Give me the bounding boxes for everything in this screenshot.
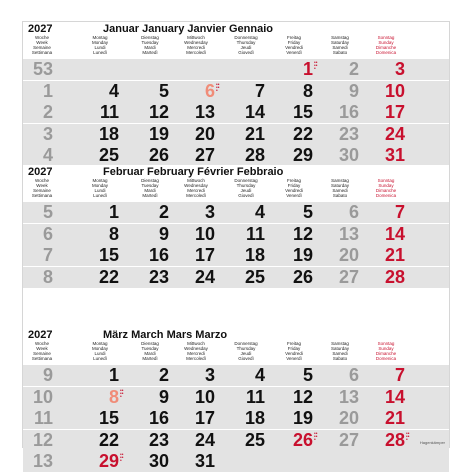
- day-cell: 4: [108, 80, 119, 101]
- day-cell: 19: [148, 123, 169, 144]
- week-column-header: Woche Week Semaine Settimana: [31, 35, 53, 55]
- week-row: [23, 408, 449, 429]
- day-cell: 24: [384, 123, 405, 144]
- day-cell: 24: [194, 266, 215, 287]
- weekday-header: Dienstag Tuesday Mardi Martedì: [141, 35, 159, 55]
- day-cell: 13: [338, 386, 359, 407]
- day-cell: 21: [244, 123, 265, 144]
- week-number: 8: [42, 266, 53, 287]
- year-label: 2027: [28, 329, 53, 341]
- day-cell: 18: [244, 408, 265, 428]
- day-cell: 12: [292, 386, 313, 407]
- weekday-header: Dienstag Tuesday Mardi Martedì: [141, 341, 159, 361]
- day-cell: 28: [384, 266, 405, 287]
- day-cell: 27: [338, 266, 359, 287]
- day-cell: [219, 451, 265, 472]
- holiday-marker-icon: •• •• •: [406, 430, 410, 443]
- day-cell: 9: [158, 223, 169, 244]
- day-cell: 1: [302, 59, 313, 79]
- week-row: [23, 365, 449, 386]
- day-cell: 8: [108, 223, 119, 244]
- weekday-header: Donnerstag Thursday Jeudi Giovedì: [234, 35, 258, 55]
- day-cell: 17: [194, 408, 215, 428]
- day-cell: 27: [194, 145, 215, 165]
- day-cell: 23: [338, 123, 359, 144]
- week-row: [23, 430, 449, 451]
- week-number: 3: [42, 123, 53, 144]
- day-cell: 16: [148, 408, 169, 428]
- day-cell: 22: [98, 429, 119, 450]
- day-cell: [313, 451, 359, 472]
- day-cell: [267, 451, 313, 472]
- day-cell: 13: [194, 102, 215, 122]
- day-cell: 10: [194, 386, 215, 407]
- day-cell: 18: [98, 123, 119, 144]
- day-cell: 30: [338, 145, 359, 165]
- day-cell: 26: [292, 429, 313, 450]
- day-cell: 16: [338, 102, 359, 122]
- weekday-header: Montag Monday Lundi Lunedì: [91, 35, 108, 55]
- day-cell: [169, 59, 215, 80]
- day-cell: 4: [254, 365, 265, 385]
- week-row: [23, 224, 449, 245]
- day-cell: [73, 59, 119, 80]
- weekday-header: Sonntag Sunday Dimanche Domenica: [375, 341, 397, 361]
- day-cell: 20: [194, 123, 215, 144]
- holiday-marker-icon: •• •• •: [120, 452, 124, 464]
- day-cell: 24: [194, 429, 215, 450]
- month-header: [23, 328, 449, 365]
- day-cell: 13: [338, 223, 359, 244]
- weekday-header: Samstag Saturday Samedi Sabato: [330, 35, 349, 55]
- week-number: 10: [32, 386, 53, 407]
- weekday-header: Mittwoch Wednesday Mercredi Mercoledì: [184, 341, 208, 361]
- day-cell: 11: [245, 223, 265, 244]
- week-number: 1: [42, 80, 53, 101]
- weekday-header: Samstag Saturday Samedi Sabato: [330, 341, 349, 361]
- day-cell: 16: [148, 245, 169, 265]
- day-cell: 17: [384, 102, 405, 122]
- week-number: 4: [42, 145, 53, 165]
- weekday-header: Mittwoch Wednesday Mercredi Mercoledì: [184, 35, 208, 55]
- month-title: Januar January Janvier Gennaio: [103, 23, 273, 35]
- day-cell: 4: [254, 202, 265, 222]
- day-cell: 2: [348, 59, 359, 79]
- weekday-header: Freitag Friday Vendredi Venerdì: [285, 341, 303, 361]
- day-cell: 23: [148, 429, 169, 450]
- week-row: [23, 387, 449, 408]
- day-cell: 25: [98, 145, 119, 165]
- day-cell: 19: [292, 408, 313, 428]
- day-cell: 15: [98, 245, 119, 265]
- day-cell: 31: [194, 451, 215, 471]
- day-cell: 10: [384, 80, 405, 101]
- day-cell: 8: [108, 386, 119, 407]
- day-cell: 25: [244, 266, 265, 287]
- week-row: [23, 124, 449, 145]
- day-cell: 30: [148, 451, 169, 471]
- week-number: 7: [42, 245, 53, 265]
- week-number: 6: [42, 223, 53, 244]
- day-cell: 15: [98, 408, 119, 428]
- week-row: [23, 202, 449, 223]
- day-cell: 10: [194, 223, 215, 244]
- weekday-header: Sonntag Sunday Dimanche Domenica: [375, 35, 397, 55]
- day-cell: 9: [348, 80, 359, 101]
- week-number: 9: [42, 365, 53, 385]
- weekday-header: Freitag Friday Vendredi Venerdì: [285, 178, 303, 198]
- day-cell: 28: [244, 145, 265, 165]
- day-cell: [219, 59, 265, 80]
- day-cell: 2: [158, 202, 169, 222]
- day-cell: 14: [384, 386, 405, 407]
- week-number: 53: [32, 59, 53, 79]
- day-cell: 31: [384, 145, 405, 165]
- day-cell: 29: [292, 145, 313, 165]
- week-row: [23, 59, 449, 80]
- holiday-marker-icon: •• •• •: [120, 387, 124, 400]
- day-cell: 21: [384, 408, 405, 428]
- day-cell: 29: [98, 451, 119, 471]
- day-cell: 27: [338, 429, 359, 450]
- day-cell: 1: [108, 202, 119, 222]
- day-cell: 21: [384, 245, 405, 265]
- month-header: [23, 165, 449, 202]
- week-row: [23, 81, 449, 102]
- day-cell: 12: [292, 223, 313, 244]
- day-cell: 7: [394, 202, 405, 222]
- day-cell: 25: [244, 429, 265, 450]
- day-cell: 3: [204, 365, 215, 385]
- week-row: [23, 245, 449, 266]
- day-cell: 11: [245, 386, 265, 407]
- day-cell: 5: [302, 365, 313, 385]
- weekday-header: Dienstag Tuesday Mardi Martedì: [141, 178, 159, 198]
- weekday-header: Montag Monday Lundi Lunedì: [91, 178, 108, 198]
- day-cell: 3: [204, 202, 215, 222]
- month-title: März March Mars Marzo: [103, 329, 228, 341]
- day-cell: 23: [148, 266, 169, 287]
- week-number: 13: [32, 451, 53, 471]
- day-cell: 7: [394, 365, 405, 385]
- day-cell: 11: [99, 102, 119, 122]
- week-row: [23, 451, 449, 472]
- weekday-header: Montag Monday Lundi Lunedì: [91, 341, 108, 361]
- day-cell: 22: [98, 266, 119, 287]
- week-number: 11: [33, 408, 53, 428]
- day-cell: 6: [348, 202, 359, 222]
- weekday-header: Samstag Saturday Samedi Sabato: [330, 178, 349, 198]
- day-cell: 22: [292, 123, 313, 144]
- day-cell: 9: [158, 386, 169, 407]
- month-title: Februar February Février Febbraio: [103, 166, 284, 178]
- day-cell: 5: [302, 202, 313, 222]
- day-cell: 5: [158, 80, 169, 101]
- day-cell: [123, 59, 169, 80]
- day-cell: 6: [348, 365, 359, 385]
- day-cell: 26: [292, 266, 313, 287]
- day-cell: 12: [148, 102, 169, 122]
- week-number: 12: [32, 429, 53, 450]
- day-cell: 3: [394, 59, 405, 79]
- day-cell: 18: [244, 245, 265, 265]
- day-cell: 6: [204, 80, 215, 101]
- week-number: 5: [42, 202, 53, 222]
- weekday-header: Donnerstag Thursday Jeudi Giovedì: [234, 178, 258, 198]
- brand-label: Hagenkämper: [419, 440, 445, 445]
- weekday-header: Donnerstag Thursday Jeudi Giovedì: [234, 341, 258, 361]
- month-header: [23, 22, 449, 59]
- day-cell: [359, 451, 405, 472]
- week-number: 2: [42, 102, 53, 122]
- holiday-marker-icon: •• •• •: [216, 81, 220, 94]
- day-cell: 19: [292, 245, 313, 265]
- week-row: [23, 145, 449, 166]
- week-column-header: Woche Week Semaine Settimana: [31, 178, 53, 198]
- holiday-marker-icon: •• •• •: [314, 60, 318, 72]
- year-label: 2027: [28, 23, 53, 35]
- weekday-header: Sonntag Sunday Dimanche Domenica: [375, 178, 397, 198]
- week-column-header: Woche Week Semaine Settimana: [31, 341, 53, 361]
- day-cell: 28: [384, 429, 405, 450]
- week-row: [23, 267, 449, 288]
- day-cell: 14: [384, 223, 405, 244]
- holiday-marker-icon: •• •• •: [314, 430, 318, 443]
- day-cell: 20: [338, 408, 359, 428]
- day-cell: 8: [302, 80, 313, 101]
- day-cell: 14: [244, 102, 265, 122]
- weekday-header: Mittwoch Wednesday Mercredi Mercoledì: [184, 178, 208, 198]
- year-label: 2027: [28, 166, 53, 178]
- day-cell: 1: [108, 365, 119, 385]
- wall-calendar: [22, 21, 450, 471]
- day-cell: 7: [254, 80, 265, 101]
- day-cell: 17: [194, 245, 215, 265]
- day-cell: 26: [148, 145, 169, 165]
- day-cell: 15: [292, 102, 313, 122]
- day-cell: 2: [158, 365, 169, 385]
- day-cell: 20: [338, 245, 359, 265]
- weekday-header: Freitag Friday Vendredi Venerdì: [285, 35, 303, 55]
- week-row: [23, 102, 449, 123]
